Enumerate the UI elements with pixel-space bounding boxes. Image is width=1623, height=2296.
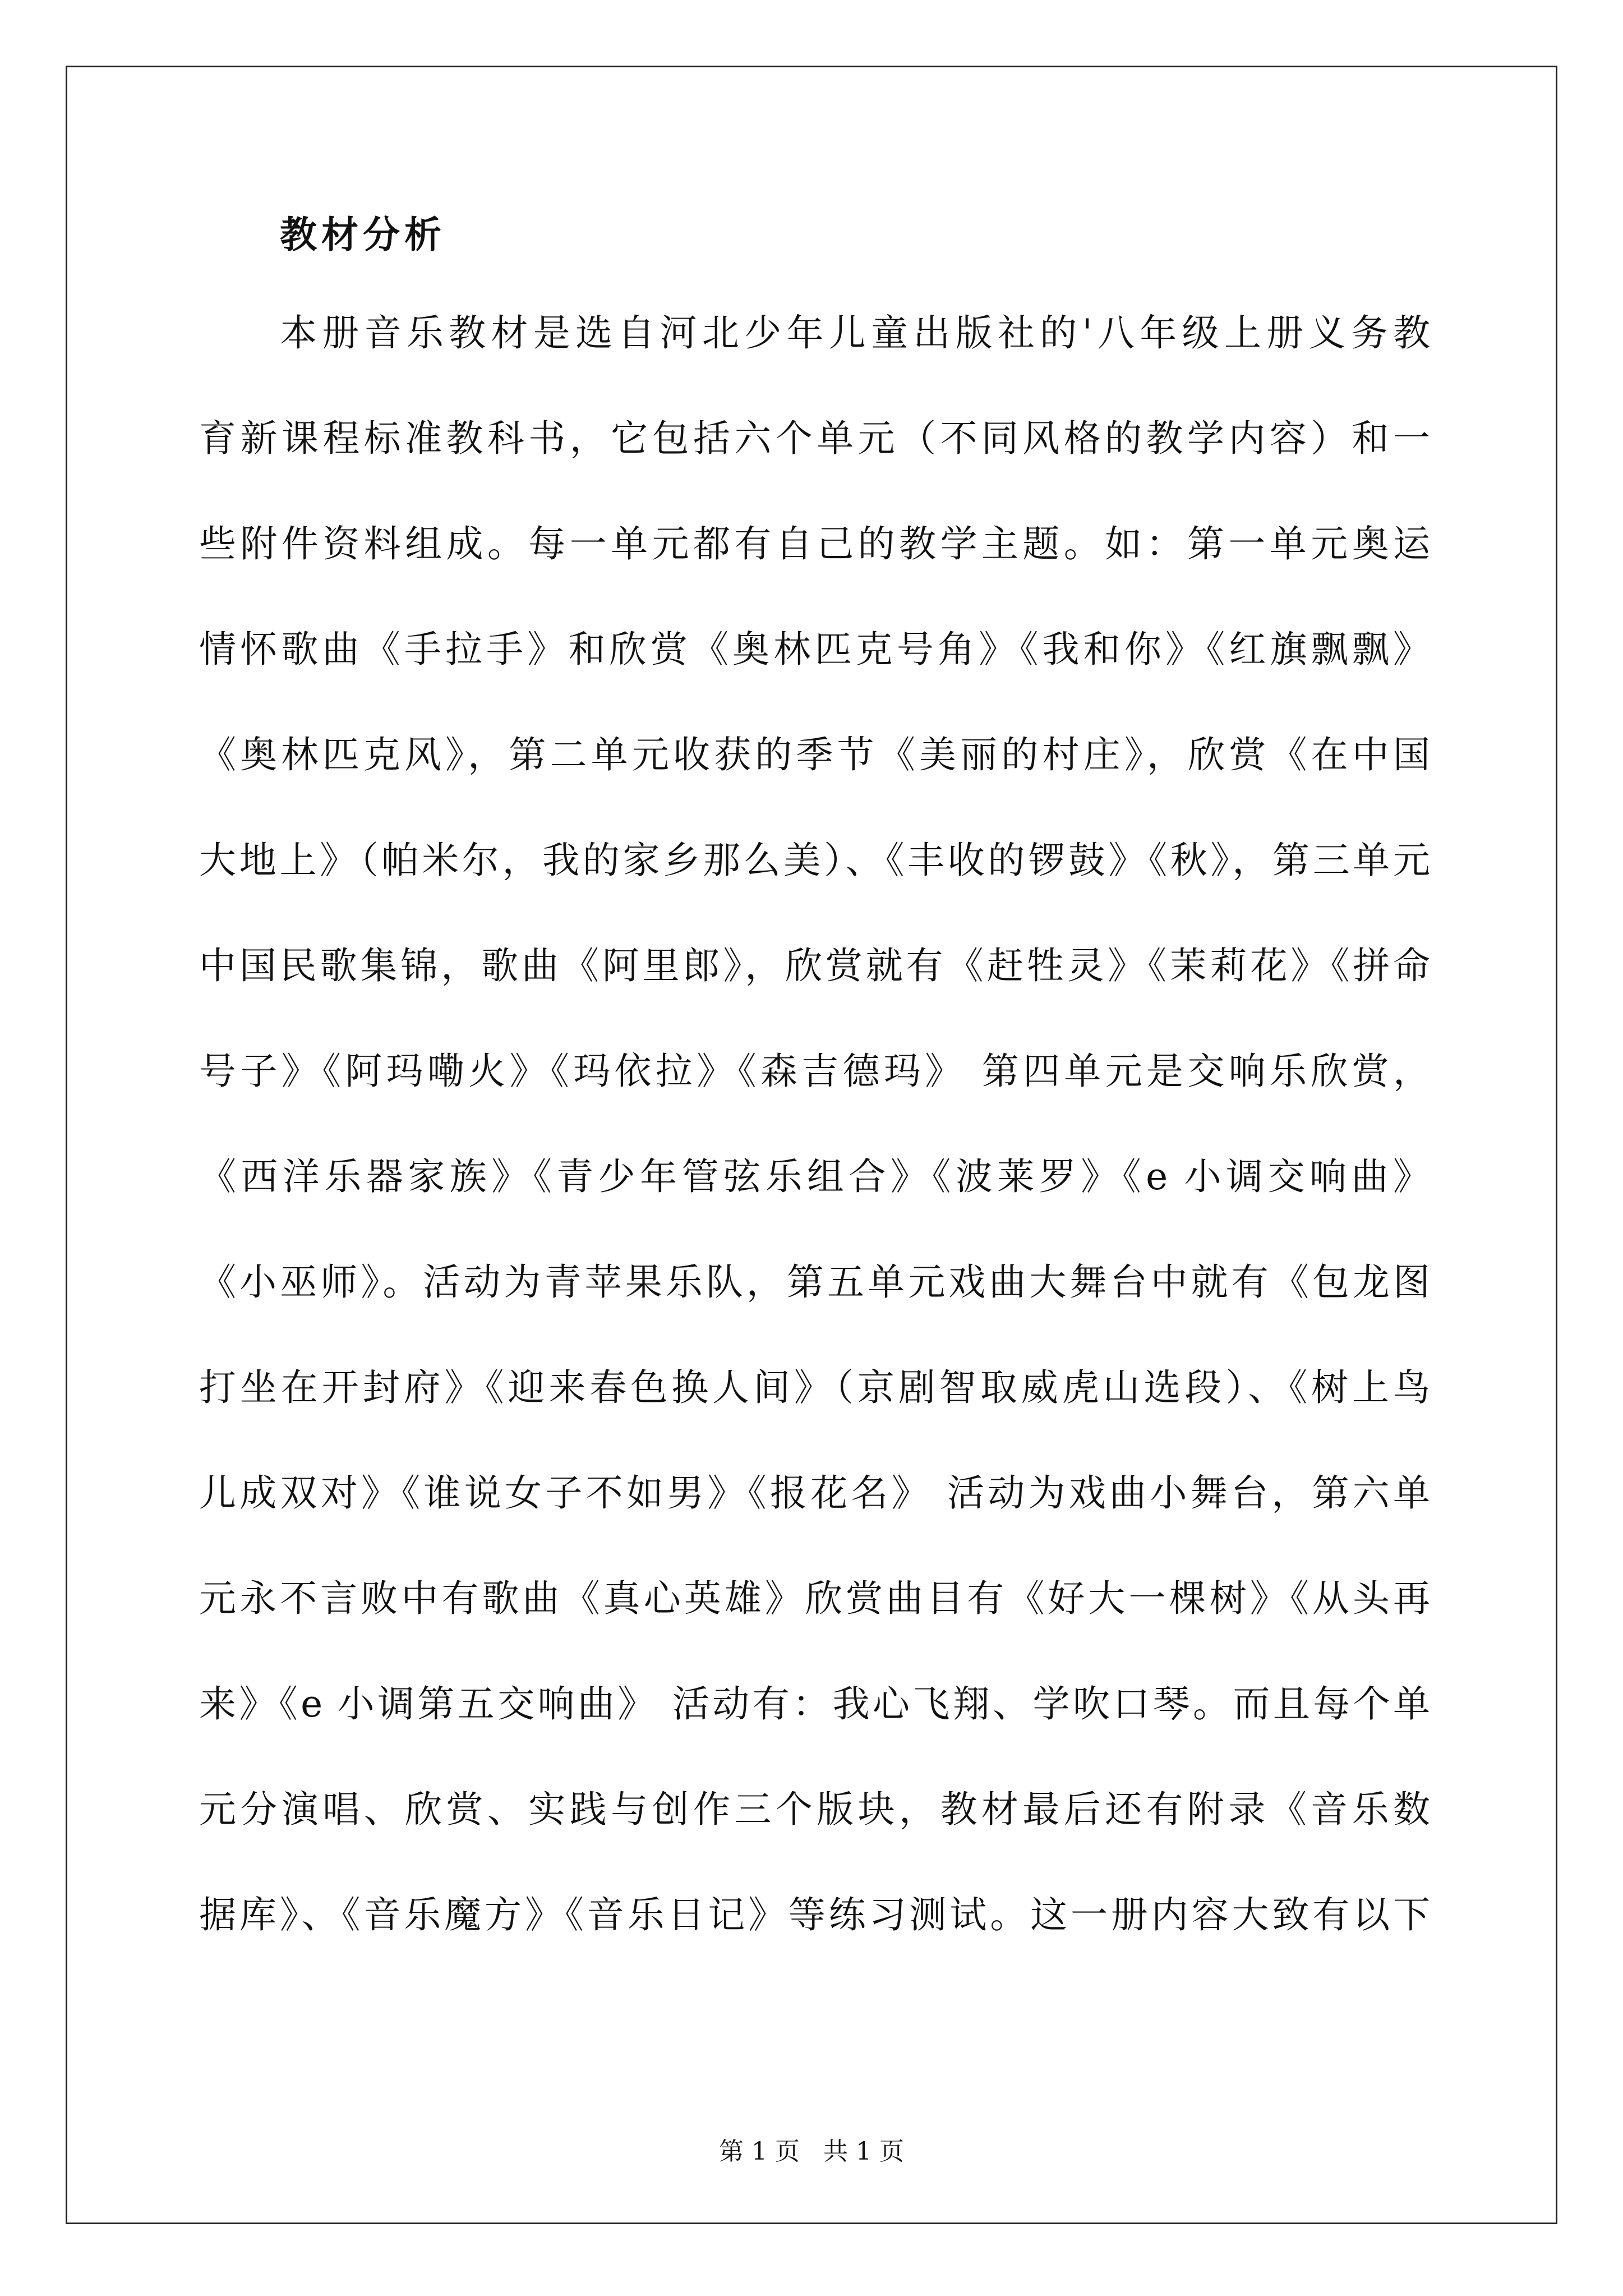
paragraph-line: 本册音乐教材是选自河北少年儿童出版社的'八年级上册义务教 xyxy=(280,311,1430,355)
paragraph-line: 育新课程标准教科书，它包括六个单元（不同风格的教学内容）和一 xyxy=(199,417,1430,460)
paragraph-line: 情怀歌曲《手拉手》和欣赏《奥林匹克号角》《我和你》《红旗飘飘》 xyxy=(199,628,1430,671)
paragraph-line: 元永不言败中有歌曲《真心英雄》欣赏曲目有《好大一棵树》《从头再 xyxy=(199,1577,1430,1620)
paragraph-line: 号子》《阿玛嘞火》《玛依拉》《森吉德玛》 第四单元是交响乐欣赏， xyxy=(199,1050,1430,1093)
page-number-footer: 第 1 页 共 1 页 xyxy=(719,2137,904,2166)
section-heading: 教材分析 xyxy=(280,213,446,256)
paragraph-line: 打坐在开封府》《迎来春色换人间》（京剧智取威虎山选段）、《树上鸟 xyxy=(199,1366,1430,1409)
paragraph-line: 据库》、《音乐魔方》《音乐日记》等练习测试。这一册内容大致有以下 xyxy=(199,1893,1430,1936)
paragraph-line: 来》《e 小调第五交响曲》 活动有：我心飞翔、学吹口琴。而且每个单 xyxy=(199,1682,1430,1726)
paragraph-line: 元分演唱、欣赏、实践与创作三个版块，教材最后还有附录《音乐数 xyxy=(199,1788,1430,1831)
paragraph-line: 儿成双对》《谁说女子不如男》《报花名》 活动为戏曲小舞台，第六单 xyxy=(199,1471,1430,1515)
paragraph-line: 《西洋乐器家族》《青少年管弦乐组合》《波莱罗》《e 小调交响曲》 xyxy=(199,1155,1430,1198)
paragraph-line: 《小巫师》。活动为青苹果乐队，第五单元戏曲大舞台中就有《包龙图 xyxy=(199,1260,1430,1304)
document-body xyxy=(199,213,1430,1936)
paragraph-line: 些附件资料组成。每一单元都有自己的教学主题。如：第一单元奥运 xyxy=(199,522,1430,565)
paragraph-line: 中国民歌集锦，歌曲《阿里郎》，欣赏就有《赶牲灵》《茉莉花》《拼命 xyxy=(199,944,1430,987)
paragraph-line: 大地上》（帕米尔，我的家乡那么美）、《丰收的锣鼓》《秋》，第三单元 xyxy=(199,839,1430,882)
paragraph xyxy=(199,311,1430,2002)
paragraph-line: 《奥林匹克风》，第二单元收获的季节《美丽的村庄》，欣赏《在中国 xyxy=(199,733,1430,776)
